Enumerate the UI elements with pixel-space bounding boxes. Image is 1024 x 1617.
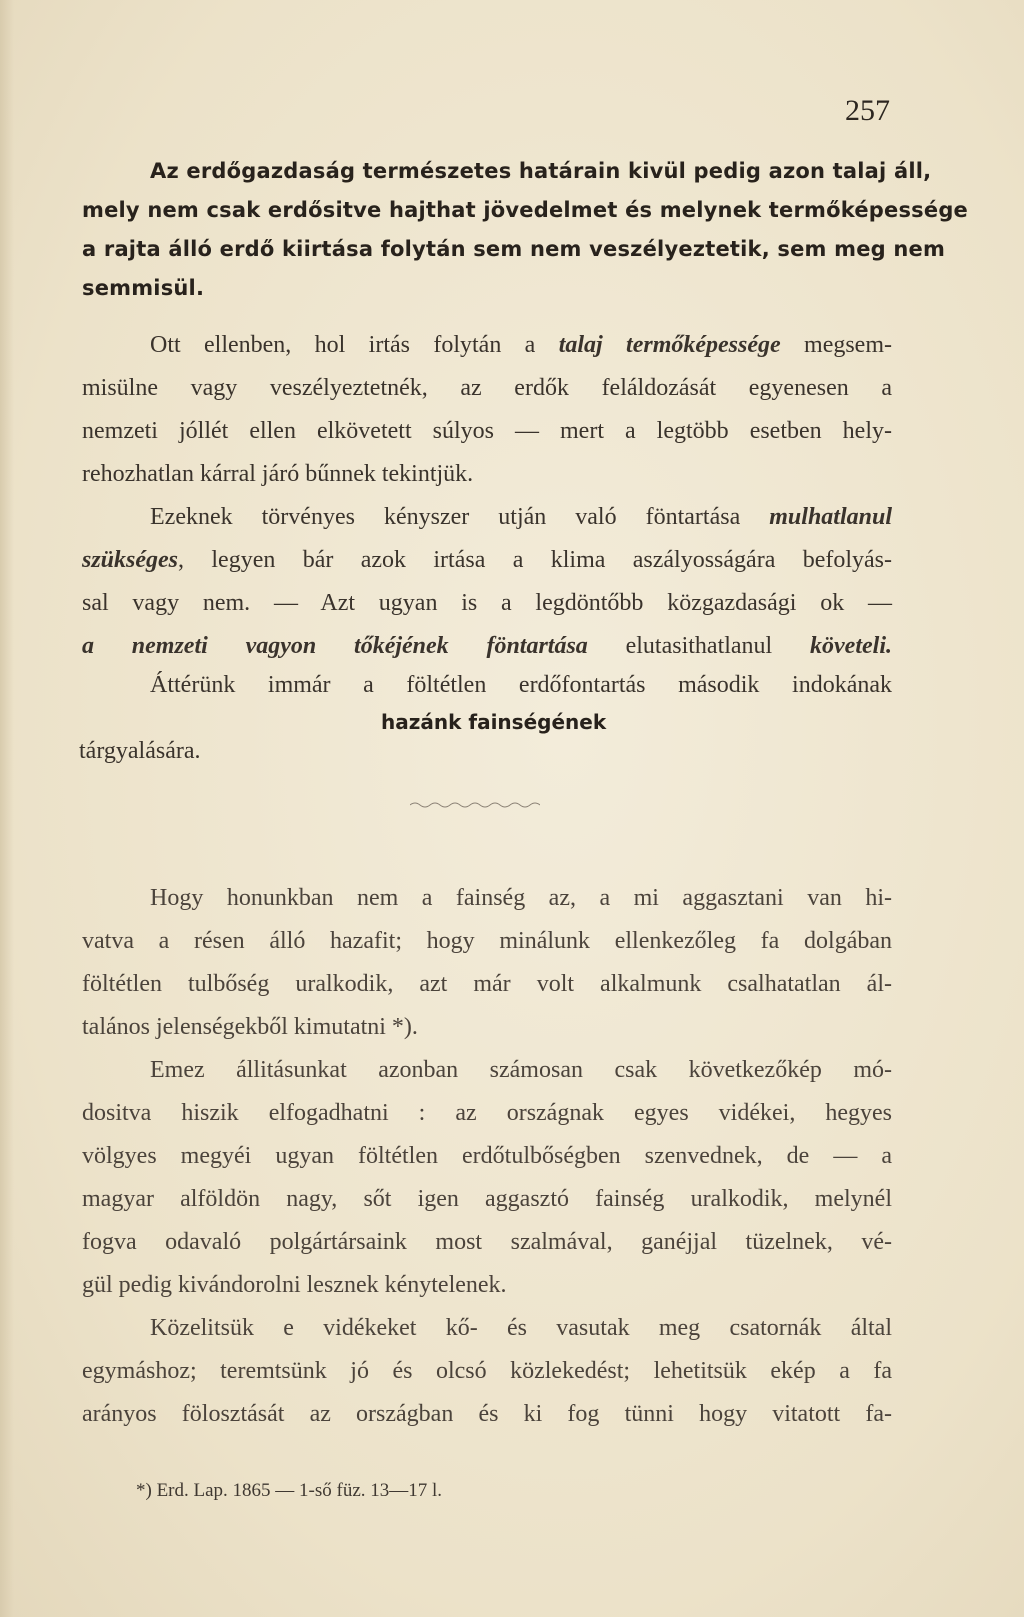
text-line: völgyes megyéi ugyan föltétlen erdőtulbőségben szenvednek, de — a bbox=[82, 1143, 892, 1169]
text-line: gül pedig kivándorolni lesznek kénytelenek. bbox=[82, 1272, 507, 1298]
paragraph bbox=[82, 877, 892, 1049]
text-line bbox=[82, 496, 892, 539]
paragraph bbox=[82, 664, 892, 707]
text-line: Áttérünk immár a föltétlen erdőfontartás második indokának bbox=[150, 672, 892, 698]
paragraph-bold-intro bbox=[82, 150, 968, 310]
text-segment: Ezeknek törvényes kényszer utján való föntartása bbox=[150, 504, 770, 530]
text-line: dositva hiszik elfogadhatni : az országnak egyes vidékei, hegyes bbox=[82, 1100, 892, 1126]
text-line: sal vagy nem. — Azt ugyan is a legdöntőbb közgazdasági ok — bbox=[82, 590, 892, 616]
text-line: Az erdőgazdaság természetes határain kivül pedig azon talaj áll, bbox=[150, 159, 932, 183]
text-line: a rajta álló erdő kiirtása folytán sem nem veszélyeztetik, sem meg nem bbox=[82, 237, 946, 261]
text-line: rehozhatlan kárral járó bűnnek tekintjük. bbox=[82, 461, 474, 487]
text-line: semmisül. bbox=[82, 276, 205, 300]
text-line: vatva a résen álló hazafit; hogy minálunk ellenkezőleg fa dolgában bbox=[82, 928, 892, 954]
paragraph bbox=[82, 1049, 892, 1307]
text-line: Hogy honunkban nem a fainség az, a mi aggasztani van hi- bbox=[150, 885, 892, 911]
wavy-separator bbox=[410, 800, 540, 810]
text-segment: Ott ellenben, hol irtás folytán a bbox=[150, 332, 559, 358]
emphasis: követeli. bbox=[810, 633, 892, 659]
text-line: misülne vagy veszélyeztetnék, az erdők feláldozását egyenesen a bbox=[82, 375, 892, 401]
footnote: *) Erd. Lap. 1865 — 1-ső füz. 13—17 l. bbox=[136, 1480, 443, 1501]
text-line bbox=[82, 324, 892, 367]
text-line: fogva odavaló polgártársaink most szalmával, ganéjjal tüzelnek, vé- bbox=[82, 1229, 892, 1255]
bold-phrase: hazánk fainségének bbox=[381, 710, 607, 734]
text-line: mely nem csak erdősitve hajthat jövedelmet és melynek termőképessége bbox=[82, 198, 968, 222]
text-segment: , legyen bár azok irtása a klima aszályosságára befolyás- bbox=[178, 547, 892, 573]
text-line bbox=[82, 625, 892, 668]
page-edge-shadow bbox=[0, 0, 14, 1617]
text-line: egymáshoz; teremtsünk jó és olcsó közlekedést; lehetitsük ekép a fa bbox=[82, 1358, 892, 1384]
text-segment: elutasithatlanul bbox=[587, 633, 811, 659]
paragraph bbox=[82, 496, 892, 668]
text-line: föltétlen tulbőség uralkodik, azt már volt alkalmunk csalhatatlan ál- bbox=[82, 971, 892, 997]
emphasis: mulhatlanul bbox=[769, 504, 892, 530]
text-line: magyar alföldön nagy, sőt igen aggasztó fainség uralkodik, melynél bbox=[82, 1186, 892, 1212]
text-line: arányos fölosztását az országban és ki fog tünni hogy vitatott fa- bbox=[82, 1401, 892, 1427]
page-number: 257 bbox=[845, 94, 890, 127]
text-line: Emez állitásunkat azonban számosan csak következőkép mó- bbox=[150, 1057, 892, 1083]
emphasis: szükséges bbox=[82, 547, 179, 573]
text-line: nemzeti jóllét ellen elkövetett súlyos — mert a legtöbb esetben hely- bbox=[82, 418, 892, 444]
paragraph bbox=[82, 1307, 892, 1436]
emphasis: a nemzeti vagyon tőkéjének föntartása bbox=[82, 633, 588, 659]
paragraph bbox=[82, 324, 892, 496]
text-line: tárgyalására. bbox=[79, 738, 201, 764]
text-line: talános jelenségekből kimutatni *). bbox=[82, 1014, 418, 1040]
text-line bbox=[82, 539, 892, 582]
emphasis: talaj termőképessége bbox=[558, 332, 781, 358]
text-line: Közelitsük e vidékeket kő- és vasutak meg csatornák által bbox=[150, 1315, 892, 1341]
text-segment: megsem- bbox=[780, 332, 892, 358]
